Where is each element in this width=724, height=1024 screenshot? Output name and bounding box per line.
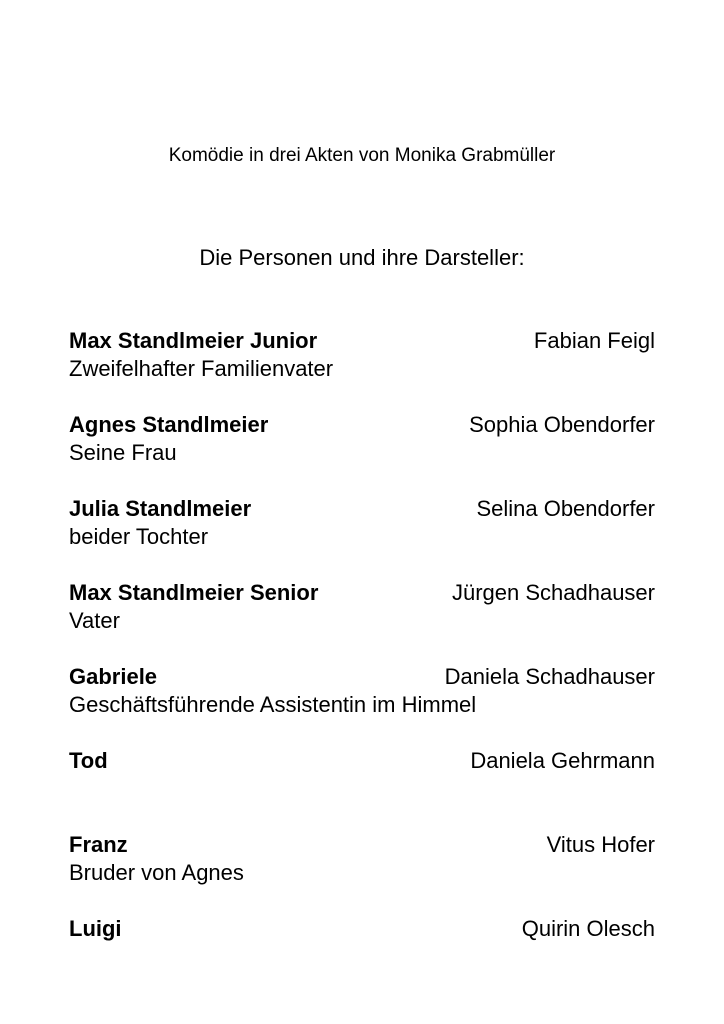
character-name: Max Standlmeier Senior <box>69 580 319 605</box>
cast-entry <box>69 495 655 551</box>
actor-name: Jürgen Schadhauser <box>451 580 655 605</box>
actor-name: Fabian Feigl <box>533 328 655 353</box>
character-description: beider Tochter <box>69 524 209 549</box>
character-description: Seine Frau <box>69 440 177 465</box>
cast-entry <box>69 747 655 775</box>
character-description: Zweifelhafter Familienvater <box>69 356 334 381</box>
character-name: Luigi <box>69 916 122 941</box>
character-name: Tod <box>69 748 108 773</box>
cast-entry <box>69 831 655 887</box>
character-description: Bruder von Agnes <box>69 860 244 885</box>
cast-entry <box>69 915 655 943</box>
actor-name: Daniela Schadhauser <box>444 664 655 689</box>
character-description: Vater <box>69 608 120 633</box>
cast-entry <box>69 327 655 383</box>
character-name: Gabriele <box>69 664 158 689</box>
actor-name: Selina Obendorfer <box>476 496 655 521</box>
character-description: Geschäftsführende Assistentin im Himmel <box>69 692 477 717</box>
cast-entry <box>69 579 655 635</box>
character-name: Agnes Standlmeier <box>69 412 269 437</box>
actor-name: Sophia Obendorfer <box>469 412 655 437</box>
actor-name: Quirin Olesch <box>521 916 655 941</box>
actor-name: Daniela Gehrmann <box>470 748 655 773</box>
cast-entry <box>69 411 655 467</box>
cast-entry <box>69 663 655 719</box>
actor-name: Vitus Hofer <box>546 832 655 857</box>
character-name: Julia Standlmeier <box>69 496 252 521</box>
play-subtitle: Komödie in drei Akten von Monika Grabmüller <box>168 145 556 166</box>
character-name: Max Standlmeier Junior <box>69 328 318 353</box>
cast-heading: Die Personen und ihre Darsteller: <box>199 245 525 270</box>
character-name: Franz <box>69 832 128 857</box>
